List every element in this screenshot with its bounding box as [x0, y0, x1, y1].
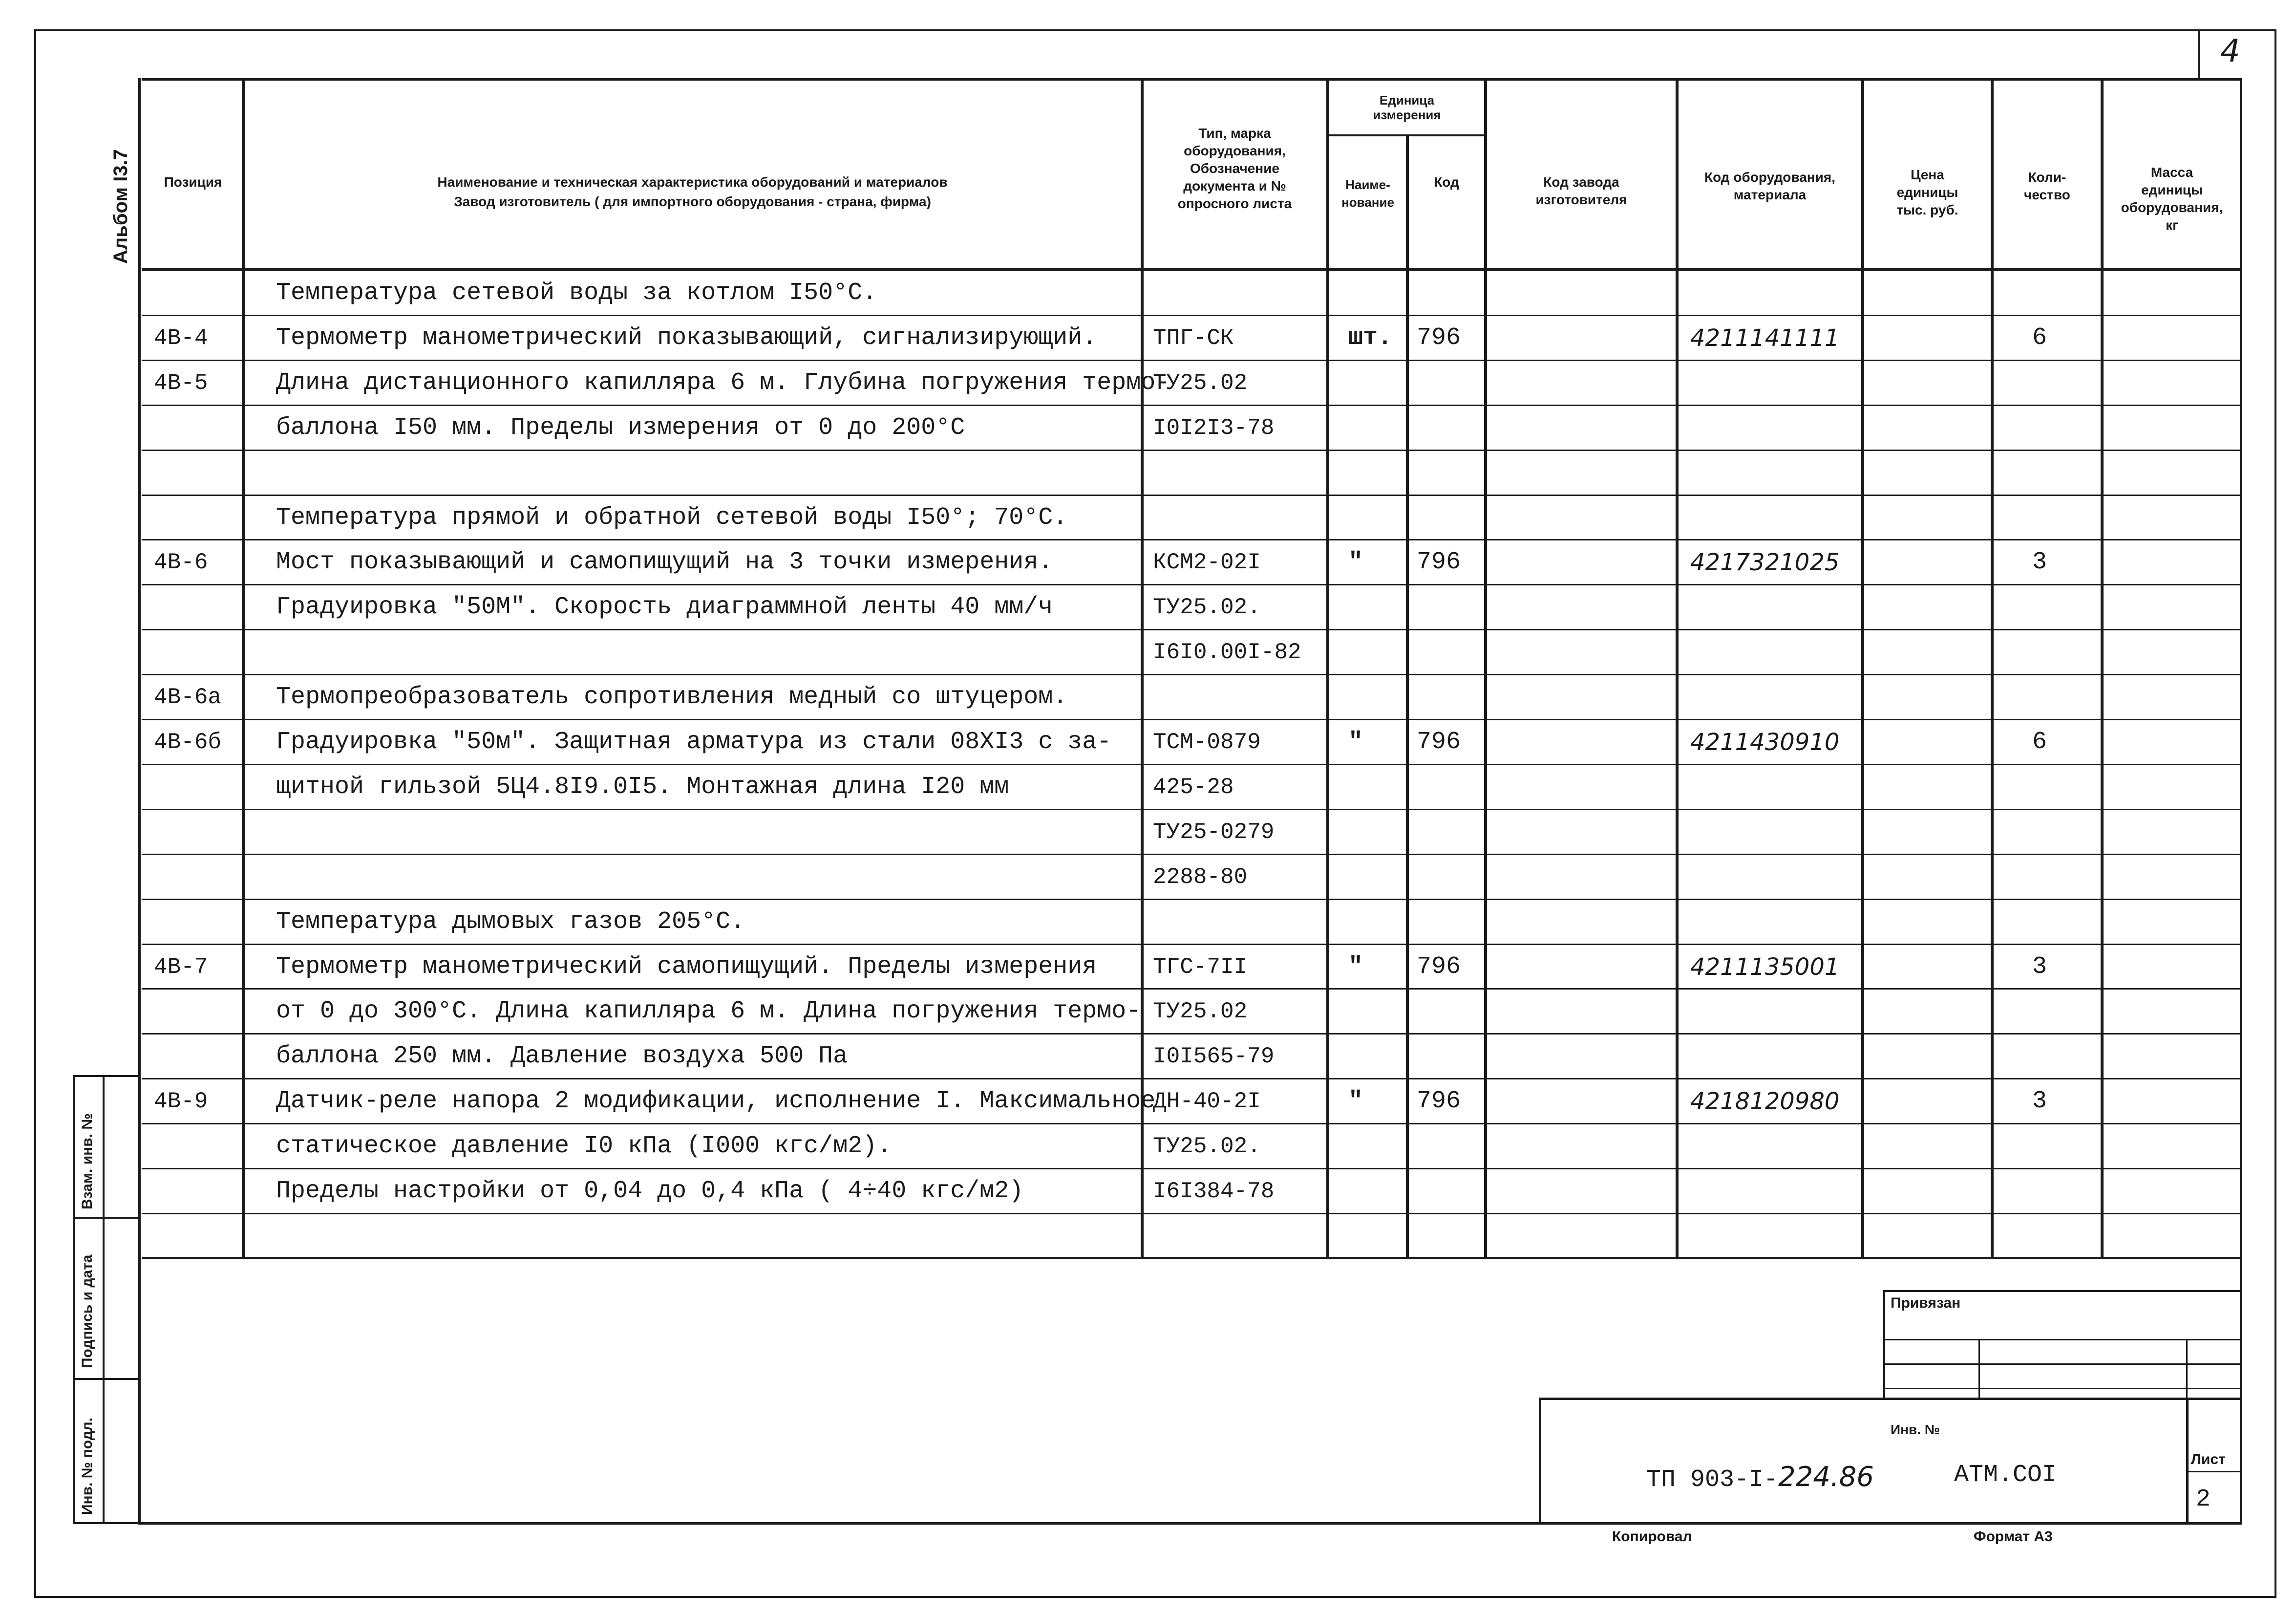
row-separator [142, 809, 2242, 810]
row-separator [142, 584, 2242, 585]
col-line-name [1141, 78, 1144, 1258]
row-separator [142, 539, 2242, 540]
row-quantity: 6 [2032, 728, 2047, 756]
row-separator [142, 629, 2242, 630]
document-mark: АТМ.СОI [1954, 1461, 2057, 1489]
col-line-qty [2101, 78, 2104, 1258]
row-separator [142, 1258, 2242, 1259]
row-separator [142, 899, 2242, 900]
copied-label: Копировал [1612, 1529, 1692, 1545]
col-line-factory [1676, 78, 1679, 1258]
row-separator [142, 315, 2242, 316]
header-name-factory: Завод изготовитель ( для импортного оборудования - страна, фирма) [454, 194, 931, 209]
row-type: ТУ25.02 [1153, 370, 1248, 396]
row-separator [142, 450, 2242, 451]
side-label-replace-inv: Взам. инв. № [79, 1113, 95, 1209]
row-equip-code: 4211430910 [1690, 729, 1840, 756]
row-name: баллона 250 мм. Давление воздуха 500 Па [276, 1042, 848, 1070]
header-unit-name: Наиме- нование [1341, 177, 1394, 210]
row-name: Температура сетевой воды за котлом I50°С. [276, 279, 877, 307]
row-position: 4В-7 [154, 954, 208, 980]
row-type: ТУ25.02. [1153, 595, 1261, 620]
row-separator [142, 854, 2242, 855]
header-position: Позиция [164, 174, 222, 190]
inner-frame-left [138, 78, 141, 1525]
row-equip-code: 4217321025 [1690, 549, 1840, 576]
row-separator [142, 1033, 2242, 1034]
outer-frame-bottom [34, 1596, 2276, 1598]
row-name: Градуировка "50М". Скорость диаграммной ленты 40 мм/ч [276, 593, 1053, 621]
inv-label: Инв. № [1891, 1422, 1940, 1437]
row-position: 4В-4 [154, 325, 208, 351]
album-label: Альбом I3.7 [110, 149, 131, 264]
row-position: 4В-6а [154, 685, 222, 710]
row-type: ТУ25.02. [1153, 1134, 1261, 1159]
row-unit-code: 796 [1417, 728, 1461, 756]
row-type: I6I0.00I-82 [1153, 640, 1301, 665]
row-position: 4В-6б [154, 730, 222, 755]
row-name: Длина дистанционного капилляра 6 м. Глубина погружения термо- [276, 369, 1170, 397]
row-separator [142, 495, 2242, 496]
header-unit-group: Единица измерения [1373, 93, 1441, 122]
row-quantity: 3 [2032, 1087, 2047, 1115]
sheet-label: Лист [2191, 1451, 2226, 1467]
row-equip-code: 4211135001 [1690, 953, 1840, 981]
row-separator [142, 1213, 2242, 1214]
row-name: Пределы настройки от 0,04 до 0,4 кПа ( 4÷40 кгс/м2) [276, 1177, 1024, 1205]
row-unit-name: " [1348, 728, 1363, 756]
row-unit-code: 796 [1417, 548, 1461, 576]
row-type: I6I384-78 [1153, 1179, 1275, 1204]
col-line-type [1326, 78, 1329, 1258]
row-separator [142, 1123, 2242, 1124]
row-name: Температура прямой и обратной сетевой воды I50°; 70°С. [276, 504, 1068, 532]
col-line-pos [242, 78, 245, 1258]
header-type: Тип, марка оборудования, Обозначение документа и № опросного листа [1177, 126, 1292, 211]
row-type: ДН-40-2I [1153, 1089, 1261, 1114]
row-type: I0I2I3-78 [1153, 415, 1275, 441]
inner-frame-right [2240, 78, 2242, 1525]
row-separator [142, 764, 2242, 765]
header-name: Наименование и техническая характеристика оборудований и материалов [437, 174, 948, 190]
row-position: 4В-9 [154, 1089, 208, 1114]
header-mass: Масса единицы оборудования, кг [2121, 165, 2223, 233]
row-separator [142, 988, 2242, 990]
inner-frame-top [142, 78, 2242, 81]
sheet-number: 2 [2196, 1486, 2211, 1513]
row-position: 4В-5 [154, 370, 208, 396]
document-code-prefix: ТП 903-I- [1646, 1466, 1779, 1494]
row-separator [142, 719, 2242, 720]
row-separator [142, 1078, 2242, 1079]
row-name: Датчик-реле напора 2 модификации, исполнение I. Максимальное [276, 1087, 1156, 1115]
row-type: ТУ25.02 [1153, 999, 1248, 1024]
outer-frame-top [34, 29, 2276, 31]
row-name: статическое давление I0 кПа (I000 кгс/м2). [276, 1132, 892, 1160]
row-unit-code: 796 [1417, 324, 1461, 352]
row-unit-code: 796 [1417, 953, 1461, 981]
outer-frame-left [34, 29, 36, 1598]
row-equip-code: 4218120980 [1690, 1088, 1840, 1115]
side-label-signature-date: Подпись и дата [79, 1254, 95, 1368]
row-name: от 0 до 300°С. Длина капилляра 6 м. Длина погружения термо- [276, 997, 1141, 1025]
row-name: Мост показывающий и самопищущий на 3 точки измерения. [276, 548, 1053, 576]
bound-label: Привязан [1891, 1295, 1961, 1311]
row-type: ТГС-7II [1153, 954, 1248, 980]
document-code-number: 224.86 [1778, 1461, 1874, 1493]
row-unit-code: 796 [1417, 1087, 1461, 1115]
col-line-code [1484, 78, 1487, 1258]
col-line-unit [1406, 134, 1409, 1258]
document-code [1646, 1461, 1874, 1494]
header-equip-code: Код оборудования, материала [1704, 170, 1836, 202]
row-separator [142, 405, 2242, 406]
row-type: 425-28 [1153, 775, 1234, 800]
row-unit-name: " [1348, 548, 1363, 576]
row-type: КСМ2-02I [1153, 550, 1261, 575]
page-corner-number: 4 [2220, 33, 2240, 69]
col-line-price [1991, 78, 1994, 1258]
row-unit-name: шт. [1348, 324, 1393, 352]
header-qty: Коли- чество [2024, 170, 2070, 202]
row-separator [142, 1168, 2242, 1169]
row-quantity: 6 [2032, 324, 2047, 352]
row-position: 4В-6 [154, 550, 208, 575]
row-type: ТУ25-0279 [1153, 819, 1275, 845]
row-unit-name: " [1348, 1087, 1363, 1115]
header-factory-code: Код завода изготовителя [1535, 174, 1627, 207]
row-name: Термометр манометрический самопищущий. Пределы измерения [276, 953, 1097, 981]
row-separator [142, 674, 2242, 675]
row-separator [142, 944, 2242, 945]
row-type: I0I565-79 [1153, 1044, 1275, 1069]
row-name: Градуировка "50м". Защитная арматура из стали 08ХI3 с за- [276, 728, 1112, 756]
side-label-inv-original: Инв. № подл. [79, 1417, 95, 1515]
row-type: 2288-80 [1153, 864, 1248, 890]
row-type: ТПГ-СК [1153, 325, 1234, 351]
row-unit-name: " [1348, 953, 1363, 981]
row-name: щитной гильзой 5Ц4.8I9.0I5. Монтажная длина I20 мм [276, 773, 1009, 801]
row-quantity: 3 [2032, 953, 2047, 981]
header-unit-code: Код [1434, 174, 1459, 190]
row-separator [142, 360, 2242, 361]
outer-frame-right [2275, 29, 2276, 1598]
col-line-equip [1861, 78, 1864, 1258]
row-name: Температура дымовых газов 205°С. [276, 908, 745, 936]
row-name: Термометр манометрический показывающий, сигнализирующий. [276, 324, 1097, 352]
inner-frame-bottom [138, 1522, 2242, 1525]
row-type: ТСМ-0879 [1153, 730, 1261, 755]
row-name: баллона I50 мм. Пределы измерения от 0 до 200°С [276, 414, 965, 442]
format-label: Формат А3 [1974, 1529, 2053, 1545]
header-price: Цена единицы тыс. руб. [1896, 167, 1958, 217]
row-quantity: 3 [2032, 548, 2047, 576]
row-name: Термопреобразователь сопротивления медный со штуцером. [276, 683, 1068, 711]
row-equip-code: 4211141111 [1690, 324, 1840, 352]
header-bottom-line [142, 268, 2242, 271]
